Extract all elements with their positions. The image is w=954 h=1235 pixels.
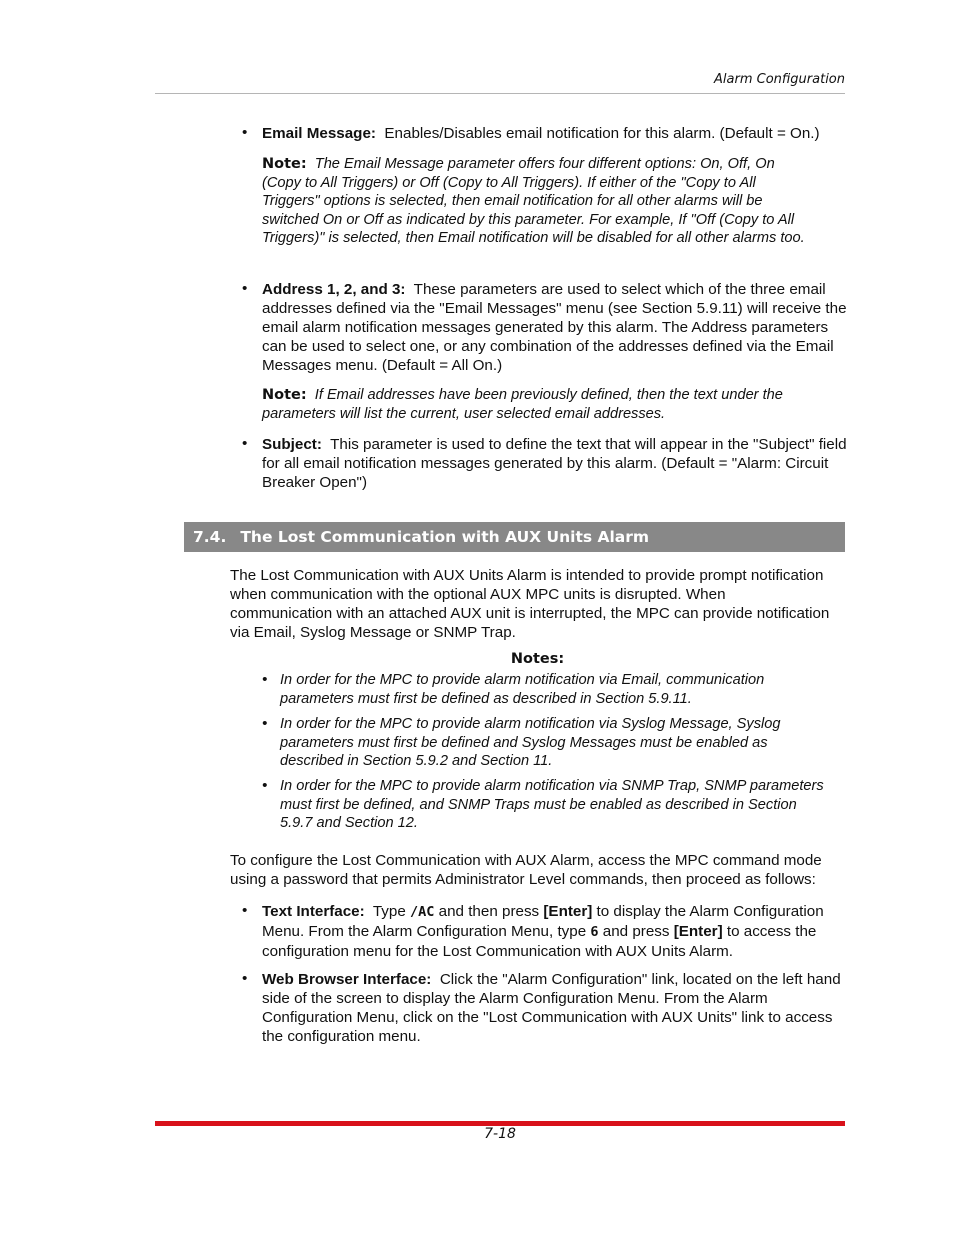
item-text: These parameters are used to select which of the three email addresses defined via the "Email Messages" menu (see Section 5.9.11) will receive the email alarm notification messages generated by this alarm. The Address parameters can be used to select one, or any combination of the addresses defined via the Email Messages menu. (Default = All On.) <box>262 281 847 374</box>
note-address <box>262 386 832 423</box>
enter-key: [Enter] <box>673 923 723 940</box>
note-label: Note: <box>262 156 307 172</box>
item-text: Enables/Disables email notification for this alarm. (Default = On.) <box>384 125 820 142</box>
address-item <box>262 280 852 375</box>
note-label: Note: <box>262 387 307 403</box>
bullet-marker: • <box>242 902 248 919</box>
command-6: 6 <box>590 924 599 940</box>
item-text: This parameter is used to define the text that will appear in the "Subject" field for all email notification messages generated by this alarm. (Default = "Alarm: Circuit Breaker Open") <box>262 436 847 491</box>
note-list-item: In order for the MPC to provide alarm notification via SNMP Trap, SNMP parameters must first be defined, and SNMP Traps must be enabled as described in Section 5.9.7 and Section 12. <box>280 778 824 831</box>
item-text: and press <box>602 923 670 940</box>
item-label: Address 1, 2, and 3: <box>262 281 406 298</box>
bullet-marker: • <box>242 970 248 987</box>
item-label: Text Interface: <box>262 903 365 920</box>
item-text: to access the configuration menu for the Lost Communication with AUX Units Alarm. <box>262 923 817 960</box>
subject-item <box>262 435 852 492</box>
note-text: If Email addresses have been previously defined, then the text under the parameters will list the current, user selected email addresses. <box>262 387 783 422</box>
note-email-message <box>262 155 812 248</box>
text-interface-item <box>262 902 852 961</box>
item-label: Subject: <box>262 436 322 453</box>
section-number: 7.4. <box>193 528 227 546</box>
item-label: Email Message: <box>262 125 376 142</box>
bullet-marker: • <box>262 715 268 732</box>
email-message-item <box>262 124 852 143</box>
bullet-marker: • <box>242 435 248 452</box>
bullet-marker: • <box>262 671 268 688</box>
enter-key: [Enter] <box>543 903 593 920</box>
page-number: 7-18 <box>484 1126 516 1142</box>
bullet-marker: • <box>242 280 248 297</box>
bullet-marker: • <box>262 777 268 794</box>
note-list-item: In order for the MPC to provide alarm notification via Email, communication parameters must first be defined as described in Section 5.9.11. <box>280 672 765 707</box>
note-list-item: In order for the MPC to provide alarm notification via Syslog Message, Syslog parameters must first be defined and Syslog Messages must be enabled as described in Section 5.9.2 and Section 11. <box>280 716 781 769</box>
section-title: The Lost Communication with AUX Units Alarm <box>240 528 650 546</box>
item-text: Click the "Alarm Configuration" link, located on the left hand side of the screen to display the Alarm Configuration Menu. From the Alarm Configuration Menu, click on the "Lost Communication with AUX Units" link to access the configuration menu. <box>262 971 841 1045</box>
command-ac: /AC <box>410 904 435 920</box>
intro-paragraph: The Lost Communication with AUX Units Alarm is intended to provide prompt notification when communication with the optional AUX MPC units is disrupted. When communication with an attached AUX unit is interrupted, the MPC can provide notification via Email, Syslog Message or SNMP Trap. <box>230 567 830 641</box>
item-text: to display the Alarm Configuration Menu. From the Alarm Configuration Menu, type <box>262 903 824 940</box>
note-text: The Email Message parameter offers four different options: On, Off, On (Copy to All Triggers) or Off (Copy to All Triggers). If either of the "Copy to All Triggers" options is selected, then email notification for all other alarms will be switched On or Off as indicated by this parameter. For example, If "Off (Copy to All Triggers)" is selected, then Email notification will be disabled for all other alarms too. <box>262 156 805 246</box>
config-intro-paragraph: To configure the Lost Communication with AUX Alarm, access the MPC command mode using a password that permits Administrator Level commands, then proceed as follows: <box>230 852 822 888</box>
running-header: Alarm Configuration <box>155 72 845 94</box>
bullet-marker: • <box>242 124 248 141</box>
item-text: Type <box>372 903 406 920</box>
section-heading <box>184 522 845 552</box>
item-label: Web Browser Interface: <box>262 971 432 988</box>
web-interface-item <box>262 970 847 1046</box>
item-text: and then press <box>438 903 540 920</box>
notes-heading: Notes: <box>510 651 565 667</box>
